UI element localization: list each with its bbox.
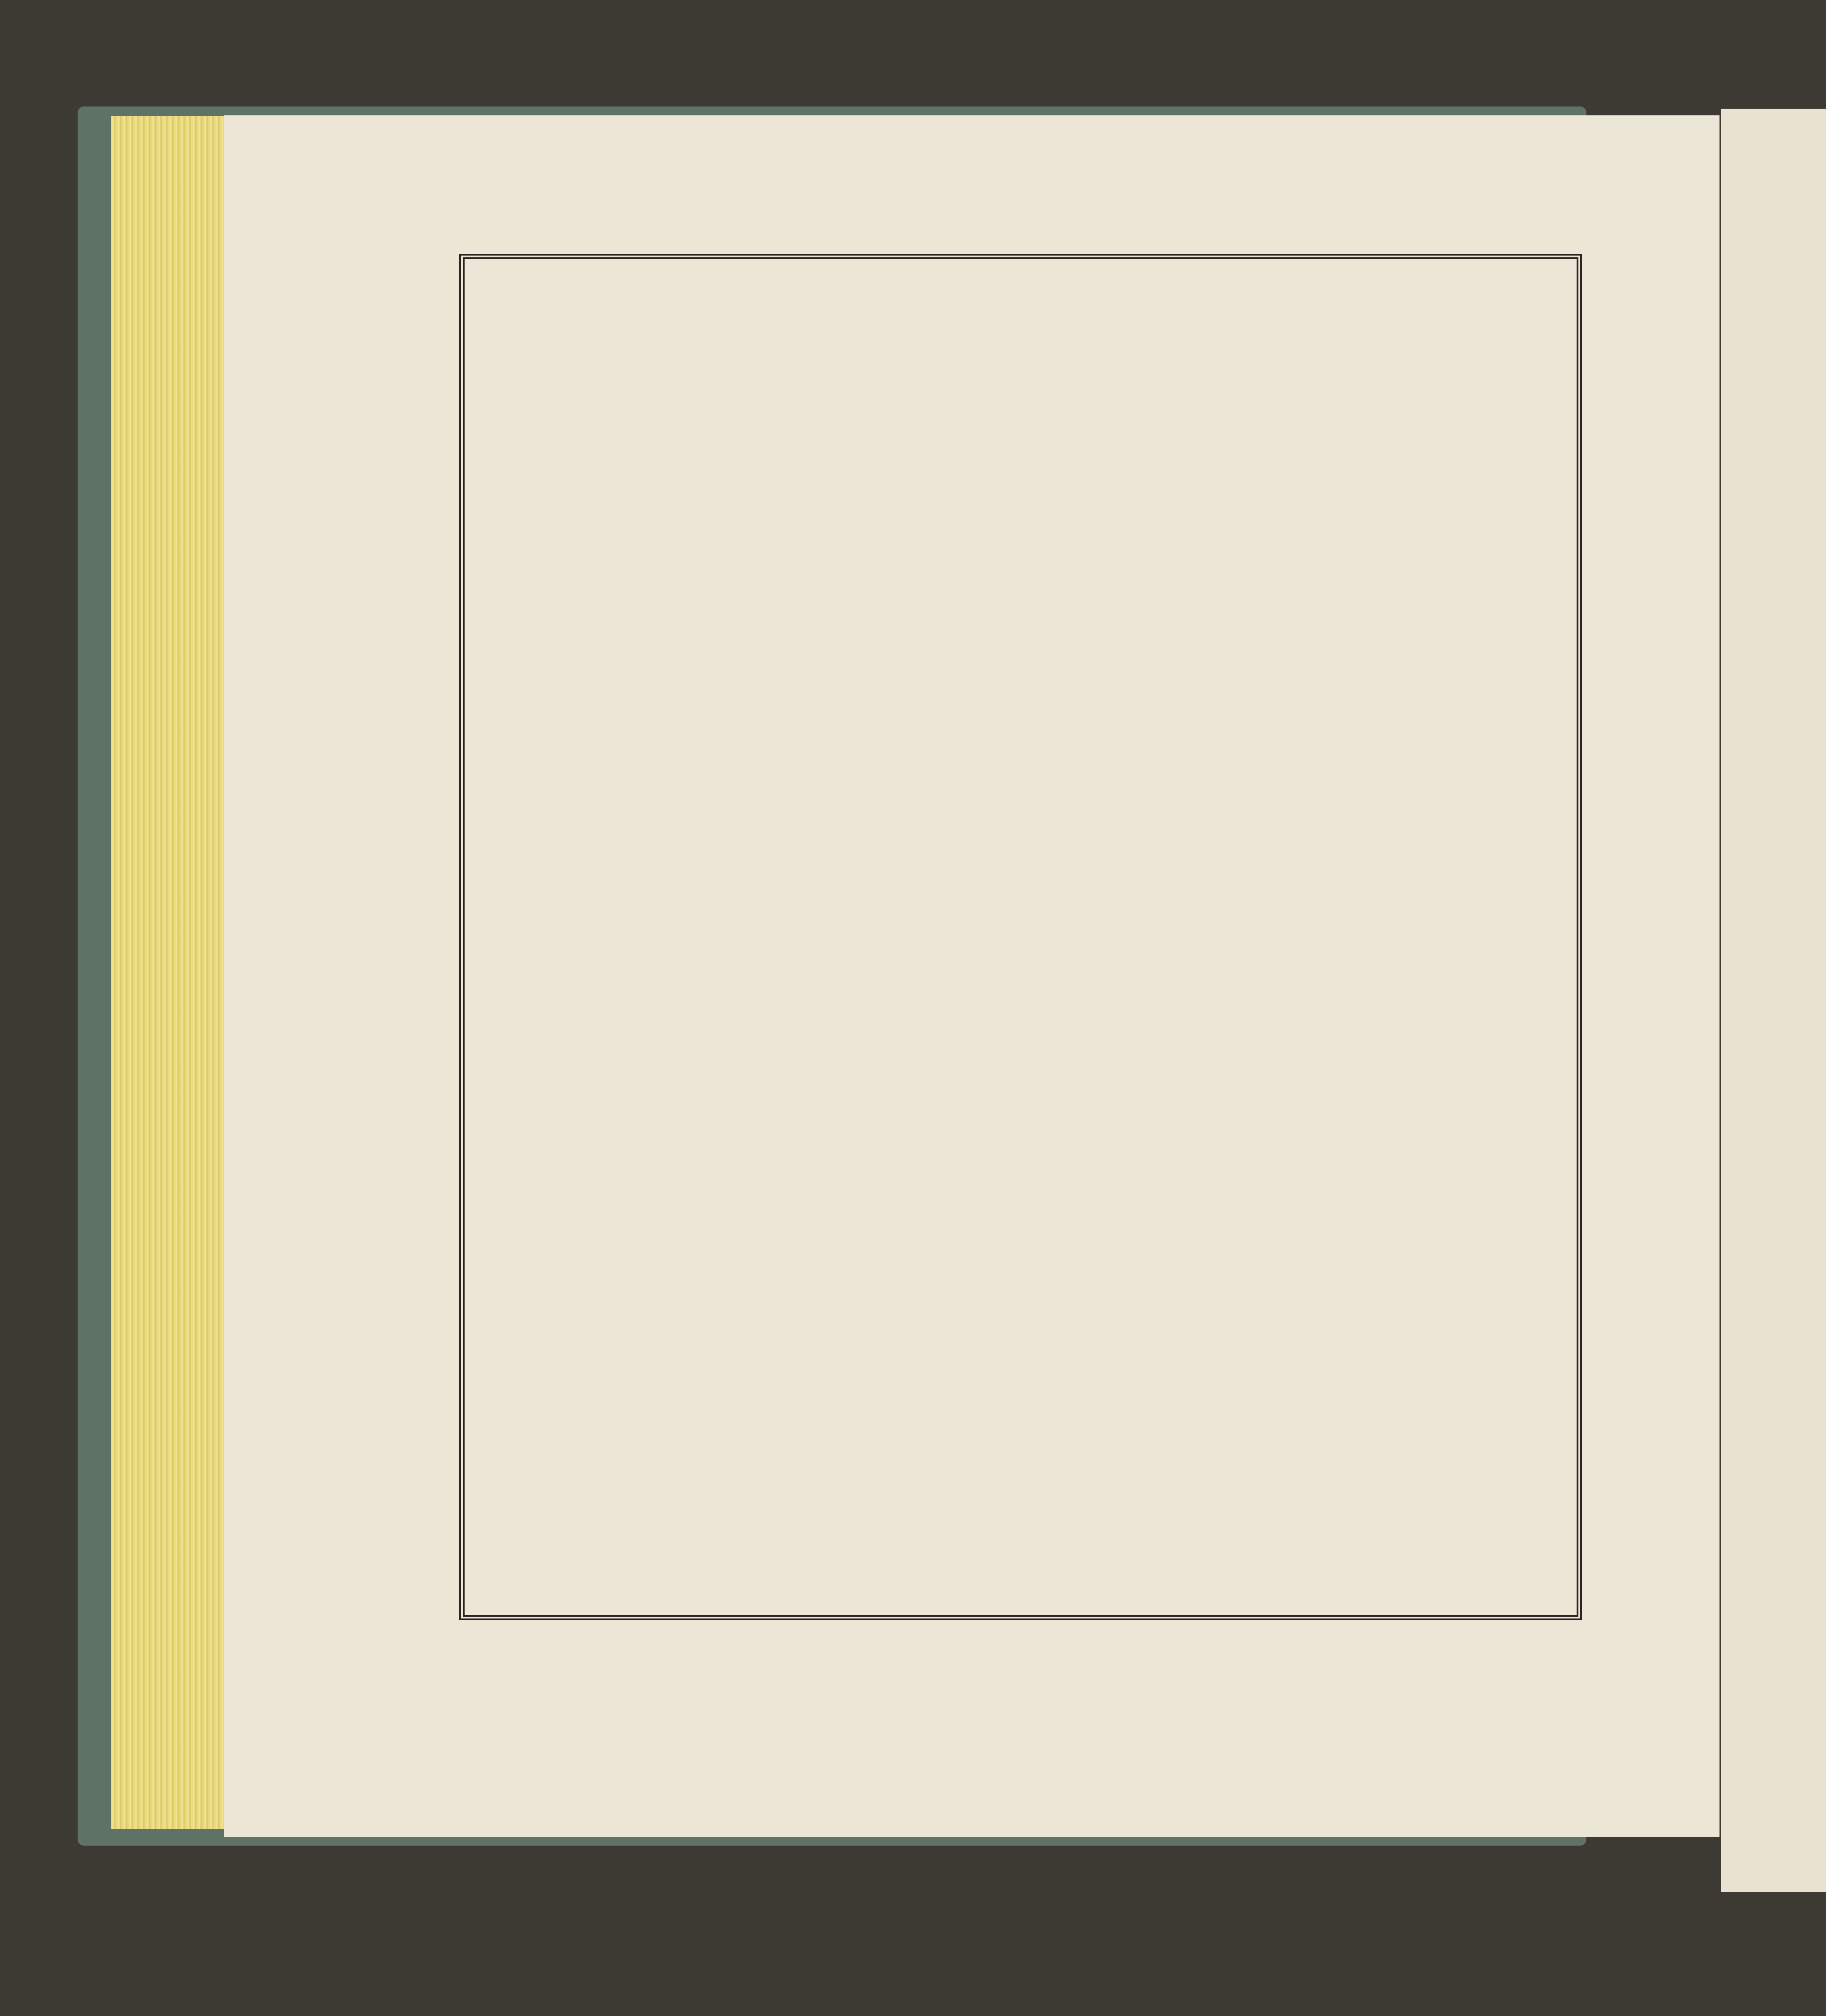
data-table <box>459 254 1582 1620</box>
facing-page <box>1721 109 1826 1892</box>
page-edges <box>111 116 229 1829</box>
